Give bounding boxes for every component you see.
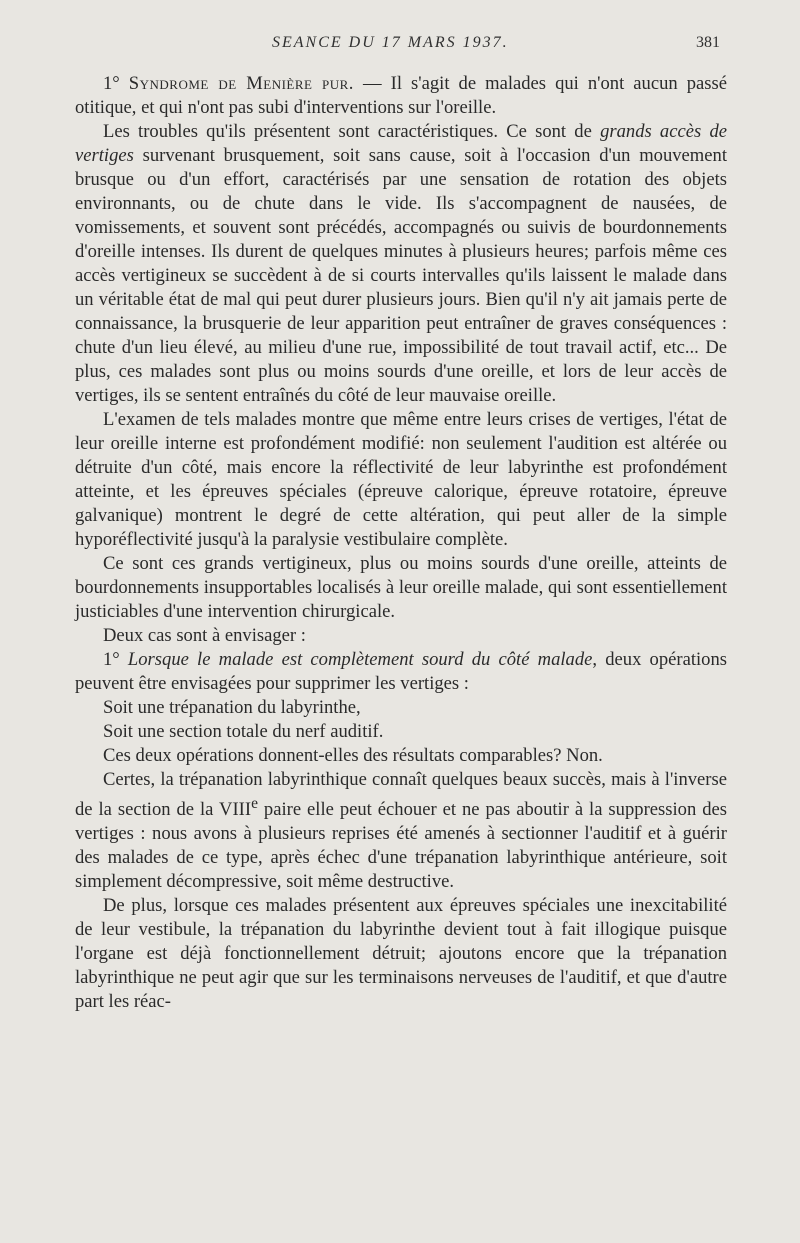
paragraph-6 [75, 648, 727, 696]
paragraph-9: Ces deux opérations donnent-elles des résultats comparables? Non. [103, 745, 603, 766]
paragraph-10-text-b: paire elle peut échouer et ne pas aboutir à la suppression des vertiges : nous avons à plusieurs reprises été amenés à sectionner l'auditif et à guérir des malades de ce type, après échec d'une trépanation labyrinthique antérieure, soit simplement décompressive, soit même destructive. [75, 799, 727, 893]
paragraph-2-emphasis: grands accès de vertiges [75, 121, 727, 166]
paragraph-6-emphasis: Lorsque le malade est complètement sourd du côté malade [127, 649, 593, 670]
section-heading: Syndrome de Menière pur. [128, 73, 354, 94]
paragraph-4: Ce sont ces grands vertigineux, plus ou moins sourds d'une oreille, atteints de bourdonnements insupportables localisés à leur oreille malade, qui sont essentiellement justiciables d'une intervention chirurgicale. [75, 553, 727, 622]
paragraph-2-text-a: Les troubles qu'ils présentent sont caractéristiques. Ce sont de [103, 121, 601, 142]
paragraph-2 [75, 120, 727, 408]
paragraph-5: Deux cas sont à envisager : [103, 625, 306, 646]
superscript-e: e [251, 795, 258, 812]
paragraph-6-number: 1° [103, 649, 128, 670]
paragraph-10-text-a: Certes, la trépanation labyrinthique connaît quelques beaux succès, mais à l'inverse de la section de la VIII [75, 769, 727, 821]
paragraph-2-text-b: survenant brusquement, soit sans cause, soit à l'occasion d'un mouvement brusque ou d'un effort, caractérisés par une sensation de rotation des objets environnants, ou de chute dans le vide. Ils s'accompagnent de nausées, de vomissements, et souvent sont précédés, accompagnés ou suivis de bourdonnements d'oreille intenses. Ils durent de quelques minutes à plusieurs heures; parfois même ces accès vertigineux se succèdent à de si courts intervalles qu'ils laissent le malade dans un véritable état de mal qui peut durer plusieurs jours. Bien qu'il n'y ait jamais perte de connaissance, la brusquerie de leur apparition peut entraîner de graves conséquences : chute d'un lieu élevé, au milieu d'une rue, impossibilité de tout travail actif, etc... De plus, ces malades sont plus ou moins sourds d'une oreille, et lors de leur accès de vertiges, ils se sentent entraînés du côté de leur mauvaise oreille. [75, 145, 727, 406]
paragraph-8: Soit une section totale du nerf auditif. [103, 721, 384, 742]
page-header [0, 34, 800, 58]
paragraph-1 [75, 72, 727, 120]
running-head: SEANCE DU 17 MARS 1937. [272, 34, 509, 51]
paragraph-6-text: , deux opérations peuvent être envisagées pour supprimer les vertiges : [75, 649, 728, 694]
paragraph-3: L'examen de tels malades montre que même entre leurs crises de vertiges, l'état de leur oreille interne est profondément modifié: non seulement l'audition est altérée ou détruite d'un côté, mais encore la réflectivité de leur labyrinthe est profondément atteinte, et les épreuves spéciales (épreuve calorique, épreuve rotatoire, épreuve galvanique) montrent le degré de cette altération, qui peut aller de la simple hyporéflectivité jusqu'à la paralysie vestibulaire complète. [75, 409, 727, 550]
paragraph-1-number: 1° [103, 73, 129, 94]
body-text [75, 72, 727, 1014]
paragraph-1-text: — Il s'agit de malades qui n'ont aucun passé otitique, et qui n'ont pas subi d'interventions sur l'oreille. [75, 73, 728, 118]
paragraph-11: De plus, lorsque ces malades présentent aux épreuves spéciales une inexcitabilité de leur vestibule, la trépanation du labyrinthe devient tout à fait illogique puisque l'organe est déjà fonctionnellement détruit; ajoutons encore que la trépanation labyrinthique ne peut agir que sur les terminaisons nerveuses de l'auditif, et que d'autre part les réac- [75, 895, 727, 1013]
page-number: 381 [696, 34, 720, 51]
paragraph-7: Soit une trépanation du labyrinthe, [103, 697, 361, 718]
paragraph-10 [75, 768, 727, 894]
